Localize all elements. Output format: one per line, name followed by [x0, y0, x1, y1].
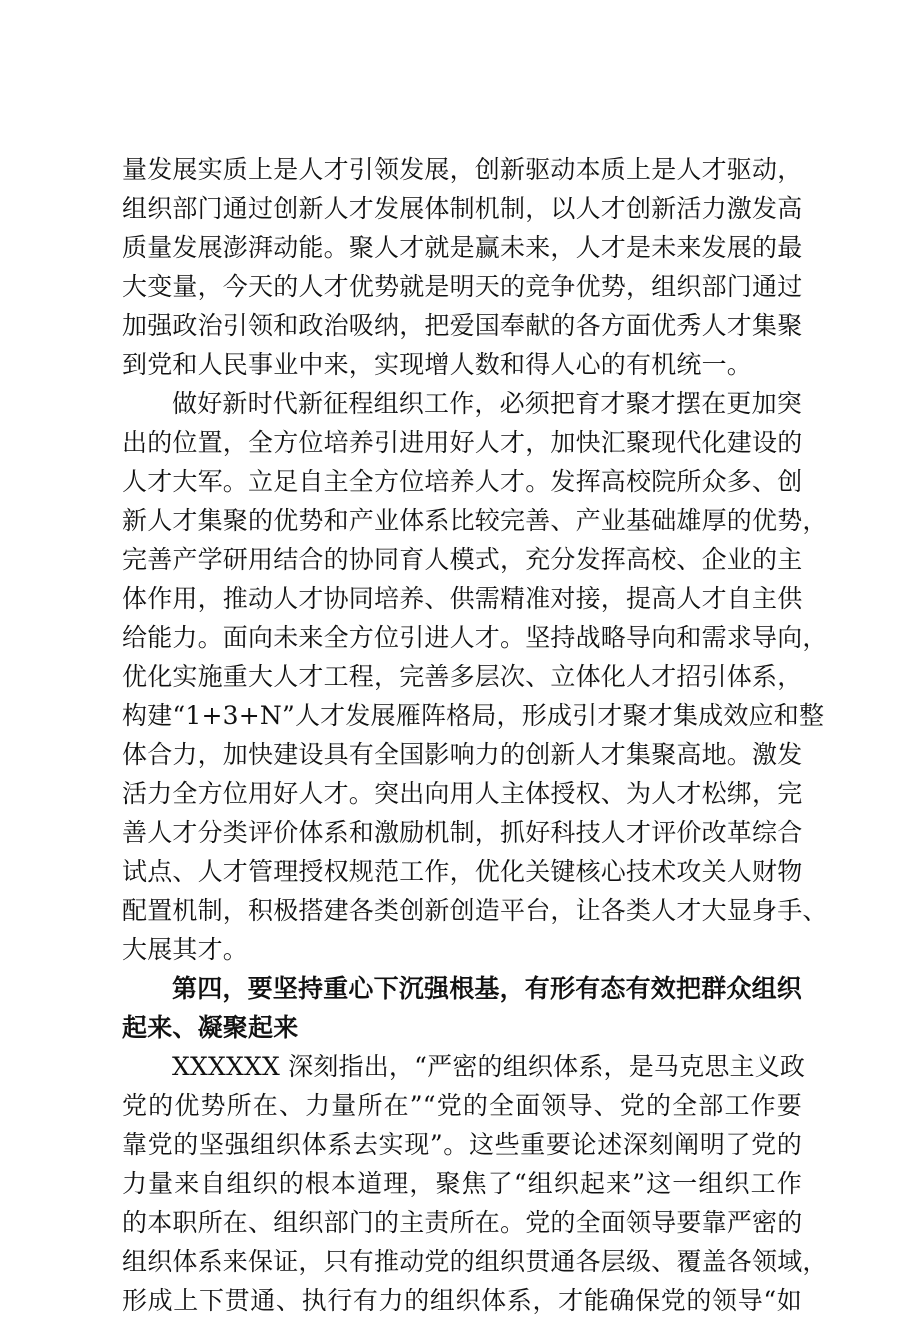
paragraph-line: 靠党的坚强组织体系去实现”。这些重要论述深刻阐明了党的 [122, 1130, 802, 1159]
paragraph-line: 新人才集聚的优势和产业体系比较完善、产业基础雄厚的优势， [122, 506, 828, 535]
paragraph-line: XXXXXX 深刻指出，“严密的组织体系，是马克思主义政 [172, 1052, 806, 1081]
paragraph-line: 体合力，加快建设具有全国影响力的创新人才集聚高地。激发 [122, 740, 803, 769]
paragraph-line: 力量来自组织的根本道理，聚焦了“组织起来”这一组织工作 [122, 1169, 802, 1198]
paragraph-line: 量发展实质上是人才引领发展，创新驱动本质上是人才驱动， [122, 155, 803, 184]
paragraph-line: 构建“1+3+N”人才发展雁阵格局，形成引才聚才集成效应和整 [122, 701, 825, 730]
paragraph-line: 活力全方位用好人才。突出向用人主体授权、为人才松绑，完 [122, 779, 803, 808]
paragraph-line: 完善产学研用结合的协同育人模式，充分发挥高校、企业的主 [122, 545, 803, 574]
paragraph-line: 善人才分类评价体系和激励机制，抓好科技人才评价改革综合 [122, 818, 803, 847]
paragraph-line: 做好新时代新征程组织工作，必须把育才聚才摆在更加突 [172, 389, 803, 418]
paragraph-line: 加强政治引领和政治吸纳，把爱国奉献的各方面优秀人才集聚 [122, 311, 803, 340]
paragraph-line: 优化实施重大人才工程，完善多层次、立体化人才招引体系， [122, 662, 803, 691]
section-heading-line: 第四，要坚持重心下沉强根基，有形有态有效把群众组织 [172, 974, 803, 1003]
paragraph-line: 组织部门通过创新人才发展体制机制，以人才创新活力激发高 [122, 194, 803, 223]
paragraph-line: 形成上下贯通、执行有力的组织体系，才能确保党的领导“如 [122, 1286, 802, 1315]
paragraph-line: 出的位置，全方位培养引进用好人才，加快汇聚现代化建设的 [122, 428, 803, 457]
paragraph-line: 组织体系来保证，只有推动党的组织贯通各层级、覆盖各领域， [122, 1247, 828, 1276]
paragraph-line: 党的优势所在、力量所在”“党的全面领导、党的全部工作要 [122, 1091, 802, 1120]
paragraph-line: 人才大军。立足自主全方位培养人才。发挥高校院所众多、创 [122, 467, 803, 496]
paragraph-line: 试点、人才管理授权规范工作，优化关键核心技术攻关人财物 [122, 857, 803, 886]
paragraph-line: 给能力。面向未来全方位引进人才。坚持战略导向和需求导向， [122, 623, 828, 652]
paragraph-line: 大展其才。 [122, 935, 249, 964]
paragraph-line: 体作用，推动人才协同培养、供需精准对接，提高人才自主供 [122, 584, 803, 613]
paragraph-line: 质量发展澎湃动能。聚人才就是赢未来，人才是未来发展的最 [122, 233, 803, 262]
paragraph-line: 到党和人民事业中来，实现增人数和得人心的有机统一。 [122, 350, 753, 379]
body-text [122, 150, 828, 1320]
paragraph-line: 大变量，今天的人才优势就是明天的竞争优势，组织部门通过 [122, 272, 803, 301]
paragraph-line: 配置机制，积极搭建各类创新创造平台，让各类人才大显身手、 [122, 896, 828, 925]
section-heading-line: 起来、凝聚起来 [122, 1013, 299, 1042]
paragraph-line: 的本职所在、组织部门的主责所在。党的全面领导要靠严密的 [122, 1208, 803, 1237]
